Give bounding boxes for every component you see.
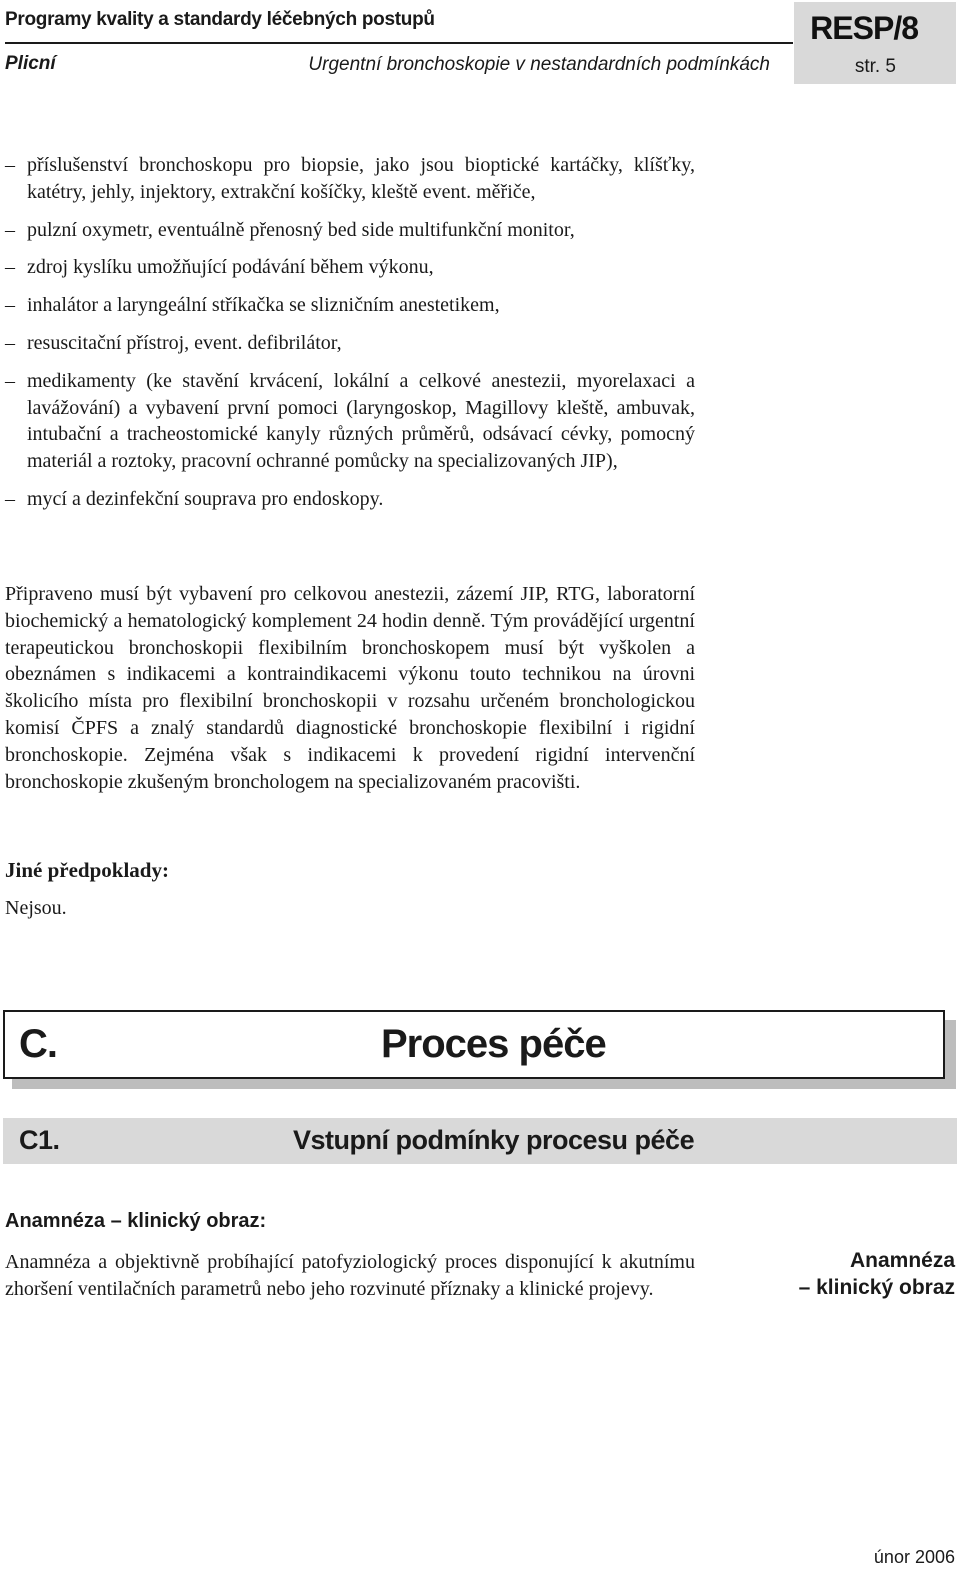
series-title: Programy kvality a standardy léčebných postupů <box>5 9 435 30</box>
other-prerequisites-heading: Jiné předpoklady: <box>5 858 169 882</box>
page-number: str. 5 <box>854 56 896 77</box>
list-item <box>5 254 695 281</box>
dash-bullet: – <box>5 294 15 317</box>
list-item-text: mycí a dezinfekční souprava pro endoskopy. <box>27 487 384 510</box>
other-prerequisites-text: Nejsou. <box>5 897 67 919</box>
section-c1-bar <box>3 1118 957 1164</box>
dash-bullet: – <box>5 256 15 279</box>
list-item <box>5 368 695 475</box>
dash-bullet: – <box>5 331 15 354</box>
header-code-box <box>794 2 956 84</box>
section-c-letter: C. <box>19 1022 57 1066</box>
list-item-text: pulzní oxymetr, eventuálně přenosný bed side multifunkční monitor, <box>27 218 575 241</box>
list-item-text: příslušenství bronchoskopu pro biopsie, jako jsou bioptické kartáčky, klíšťky, katétry, jehly, injektory, extrakční košíčky, kleště event. měřiče, <box>27 154 695 203</box>
dash-bullet: – <box>5 218 15 241</box>
section-c1-number: C1. <box>19 1125 60 1155</box>
section-c1-title: Vstupní podmínky procesu péče <box>293 1125 695 1155</box>
list-item-text: inhalátor a laryngeální stříkačka se slizničním anestetikem, <box>27 294 500 317</box>
section-c-title: Proces péče <box>381 1022 606 1066</box>
list-item-text: resuscitační přístroj, event. defibrilátor, <box>27 331 342 354</box>
anamneza-text: Anamnéza a objektivně probíhající patofyziologický proces disponující k akutnímu zhoršení ventilačních parametrů nebo jeho rozvinuté příznaky a klinické projevy. <box>5 1251 695 1300</box>
dash-bullet: – <box>5 369 15 392</box>
footer-date: únor 2006 <box>873 1547 955 1567</box>
document-code: RESP/8 <box>810 10 918 46</box>
list-item <box>5 217 695 244</box>
margin-note-line2: – klinický obraz <box>798 1276 955 1299</box>
list-item <box>5 486 695 513</box>
list-item-text: zdroj kyslíku umožňující podávání během výkonu, <box>27 256 434 279</box>
list-item-text: medikamenty (ke stavění krvácení, lokální a celkové anestezii, myorelaxaci a lavážování) a vybavení první pomoci (laryngoskop, Magillovy kleště, ambuvak, intubační a tracheostomické kanyly různých průměrů, odsávací cévky, pomocný materiál a roztoky, pracovní ochranné pomůcky na specializovaných JIP), <box>27 369 695 473</box>
document-title: Urgentní bronchoskopie v nestandardních podmínkách <box>308 54 770 75</box>
section-name: Plicní <box>5 53 56 74</box>
list-item <box>5 330 695 357</box>
margin-note <box>799 1247 955 1301</box>
margin-note-line1: Anamnéza <box>849 1249 955 1272</box>
list-item <box>5 152 695 206</box>
list-item <box>5 292 695 319</box>
equipment-list <box>5 152 695 524</box>
header-rule <box>5 42 793 44</box>
dash-bullet: – <box>5 487 15 510</box>
dash-bullet: – <box>5 154 15 176</box>
body-paragraph: Připraveno musí být vybavení pro celkovou anestezii, zázemí JIP, RTG, laboratorní biochemický a hematologický komplement 24 hodin denně. Tým provádějící urgentní terapeutickou bronchoskopii flexibilním bronchoskopem musí být vyškolen a obeznámen s indikacemi a kontraindikacemi výkonu touto technikou na úrovni školicího místa pro flexibilní bronchoskopii v rozsahu určeném bronchologickou komisí ČPFS a znalý standardů diagnostické bronchoskopie flexibilní i rigidní bronchoskopie. Zejména však s indikacemi k provedení rigidní intervenční bronchoskopie zkušeným bronchologem na specializovaném pracovišti. <box>5 583 695 793</box>
section-c-box <box>3 1010 945 1079</box>
anamneza-heading: Anamnéza – klinický obraz: <box>5 1210 267 1232</box>
